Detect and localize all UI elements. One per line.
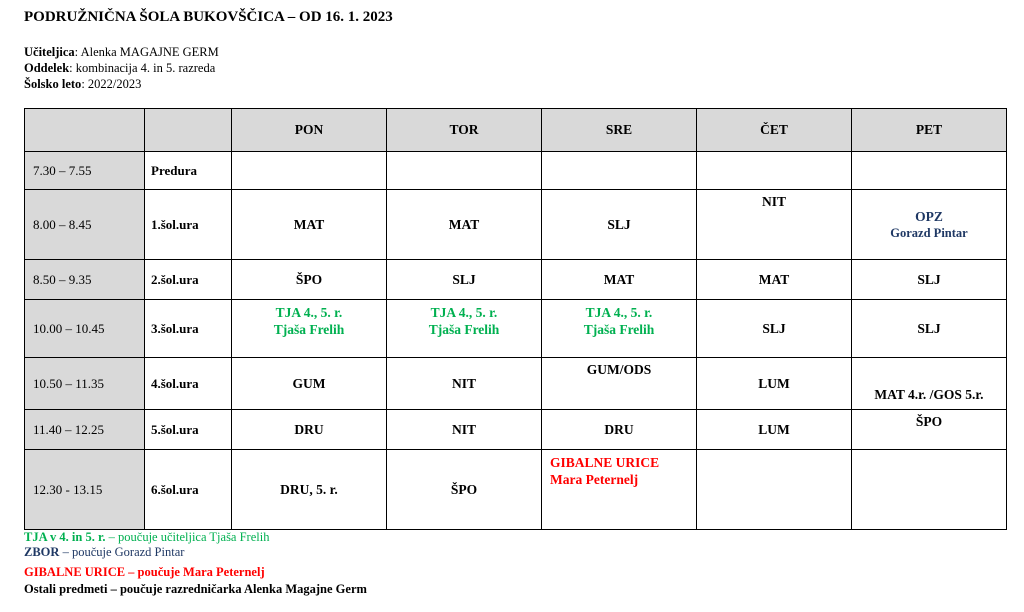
header-day-pon: PON xyxy=(232,109,387,152)
lesson-cell xyxy=(852,152,1007,190)
legend-zbor-rest: – poučuje Gorazd Pintar xyxy=(59,545,185,559)
lesson-cell: ŠPO xyxy=(387,450,542,530)
teacher-label: Učiteljica xyxy=(24,45,75,59)
legend-tja-bold: TJA v 4. in 5. r. xyxy=(24,530,106,544)
legend-ostali-text: Ostali predmeti – poučuje razredničarka Alenka Magajne Germ xyxy=(24,582,367,596)
table-row xyxy=(25,190,1007,260)
time-cell: 8.50 – 9.35 xyxy=(25,260,145,300)
lesson-cell: DRU xyxy=(542,410,697,450)
teacher-value: : Alenka MAGAJNE GERM xyxy=(74,45,219,59)
lesson-cell: GUM/ODS xyxy=(542,358,697,410)
lesson-cell: SLJ xyxy=(852,260,1007,300)
header-day-pet: PET xyxy=(852,109,1007,152)
lesson-cell: LUM xyxy=(697,410,852,450)
lesson-subject: TJA 4., 5. r. xyxy=(430,305,498,320)
lesson-subject: OPZ xyxy=(915,208,943,224)
legend-tja-rest: – poučuje učiteljica Tjaša Frelih xyxy=(105,530,270,544)
period-cell: 4.šol.ura xyxy=(145,358,232,410)
lesson-cell: DRU xyxy=(232,410,387,450)
period-cell: 6.šol.ura xyxy=(145,450,232,530)
lesson-cell xyxy=(697,450,852,530)
lesson-cell: NIT xyxy=(387,410,542,450)
lesson-cell: SLJ xyxy=(852,300,1007,358)
header-period-cell xyxy=(145,109,232,152)
class-value: : kombinacija 4. in 5. razreda xyxy=(69,61,216,75)
header-day-sre: SRE xyxy=(542,109,697,152)
header-row xyxy=(25,109,1007,152)
lesson-cell-opz xyxy=(852,190,1007,260)
legend-zbor-bold: ZBOR xyxy=(24,545,60,559)
lesson-cell xyxy=(852,450,1007,530)
lesson-cell-tja xyxy=(232,300,387,358)
lesson-teacher: Gorazd Pintar xyxy=(890,225,968,240)
lesson-teacher: Tjaša Frelih xyxy=(428,322,500,337)
table-row xyxy=(25,300,1007,358)
period-cell: Predura xyxy=(145,152,232,190)
lesson-teacher: Tjaša Frelih xyxy=(273,322,345,337)
lesson-cell: NIT xyxy=(387,358,542,410)
class-line xyxy=(24,60,215,76)
lesson-cell: ŠPO xyxy=(852,410,1007,450)
lesson-cell: SLJ xyxy=(387,260,542,300)
legend-gibalne xyxy=(24,565,265,580)
table-row xyxy=(25,450,1007,530)
lesson-cell: SLJ xyxy=(697,300,852,358)
lesson-subject: TJA 4., 5. r. xyxy=(585,305,653,320)
time-cell: 8.00 – 8.45 xyxy=(25,190,145,260)
timetable xyxy=(24,108,1007,530)
page-title: PODRUŽNIČNA ŠOLA BUKOVŠČICA – OD 16. 1. 2023 xyxy=(24,9,393,25)
lesson-subject: GIBALNE URICE xyxy=(550,455,660,470)
lesson-cell xyxy=(387,152,542,190)
period-cell: 2.šol.ura xyxy=(145,260,232,300)
lesson-subject: TJA 4., 5. r. xyxy=(275,305,343,320)
legend-ostali xyxy=(24,582,367,597)
lesson-cell: LUM xyxy=(697,358,852,410)
lesson-cell: SLJ xyxy=(542,190,697,260)
school-year-value: : 2022/2023 xyxy=(81,77,142,91)
lesson-cell-tja xyxy=(387,300,542,358)
school-year-label: Šolsko leto xyxy=(24,77,82,91)
legend-zbor xyxy=(24,545,184,560)
lesson-cell-gibalne-urice xyxy=(542,450,697,530)
lesson-teacher: Tjaša Frelih xyxy=(583,322,655,337)
lesson-cell xyxy=(697,152,852,190)
lesson-cell: MAT xyxy=(387,190,542,260)
header-time-cell xyxy=(25,109,145,152)
table-row xyxy=(25,260,1007,300)
lesson-cell: NIT xyxy=(697,190,852,260)
time-cell: 10.00 – 10.45 xyxy=(25,300,145,358)
time-cell: 11.40 – 12.25 xyxy=(25,410,145,450)
school-year-line xyxy=(24,76,141,92)
header-day-tor: TOR xyxy=(387,109,542,152)
lesson-cell: MAT 4.r. /GOS 5.r. xyxy=(852,358,1007,410)
table-row xyxy=(25,152,1007,190)
header-day-cet: ČET xyxy=(697,109,852,152)
lesson-cell: MAT xyxy=(542,260,697,300)
time-cell: 10.50 – 11.35 xyxy=(25,358,145,410)
time-cell: 7.30 – 7.55 xyxy=(25,152,145,190)
lesson-cell: MAT xyxy=(697,260,852,300)
lesson-cell xyxy=(232,152,387,190)
legend-tja xyxy=(24,530,269,545)
period-cell: 3.šol.ura xyxy=(145,300,232,358)
lesson-cell xyxy=(542,152,697,190)
lesson-teacher: Mara Peternelj xyxy=(550,472,639,487)
lesson-cell: DRU, 5. r. xyxy=(232,450,387,530)
lesson-cell: GUM xyxy=(232,358,387,410)
period-cell: 5.šol.ura xyxy=(145,410,232,450)
period-cell: 1.šol.ura xyxy=(145,190,232,260)
lesson-cell-tja xyxy=(542,300,697,358)
table-row xyxy=(25,358,1007,410)
table-row xyxy=(25,410,1007,450)
lesson-cell: ŠPO xyxy=(232,260,387,300)
lesson-cell: MAT xyxy=(232,190,387,260)
time-cell: 12.30 - 13.15 xyxy=(25,450,145,530)
legend-gibalne-text: GIBALNE URICE – poučuje Mara Peternelj xyxy=(24,565,265,579)
class-label: Oddelek xyxy=(24,61,70,75)
teacher-line xyxy=(24,44,219,60)
